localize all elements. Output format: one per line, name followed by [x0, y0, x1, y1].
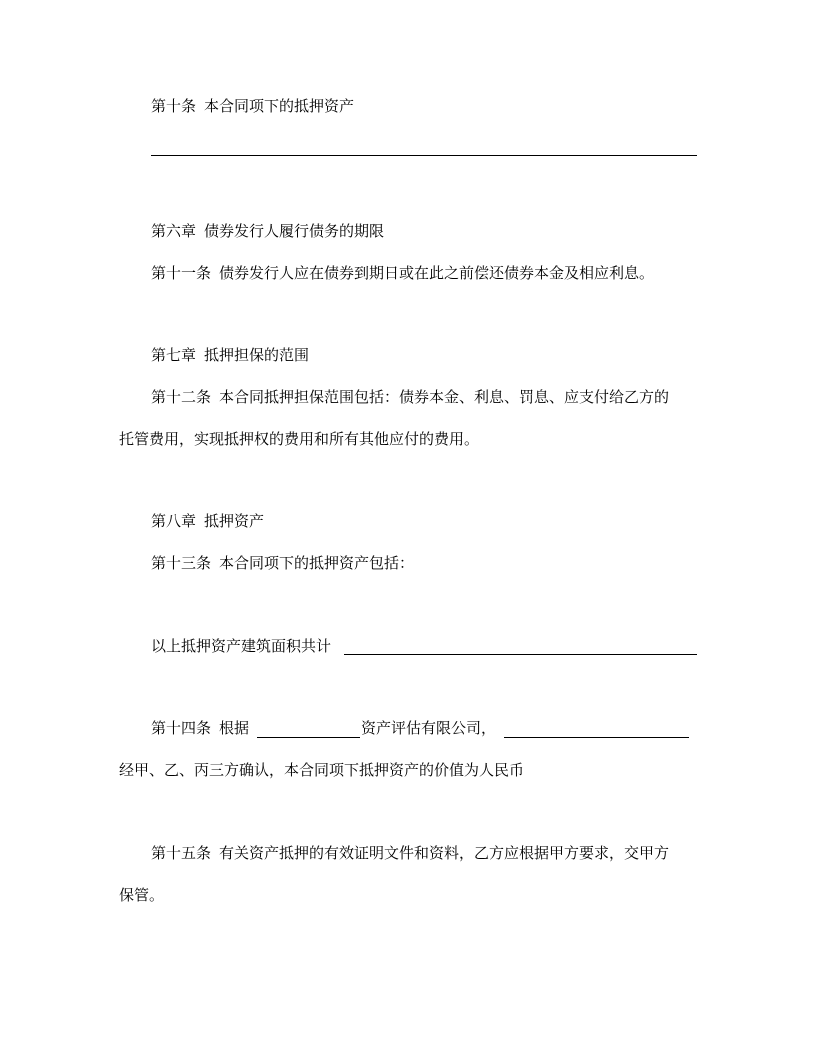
article-14-continuation [119, 761, 524, 779]
article-10-heading: 第十条 [151, 97, 197, 115]
article-15-heading: 第十五条 [151, 844, 212, 862]
article-14-text-b: 资产评估有限公司， [361, 719, 497, 737]
article-11 [151, 264, 654, 282]
article-14-company [361, 719, 496, 737]
article-15-text-line1: 有关资产抵押的有效证明文件和资料，乙方应根据甲方要求，交甲方 [219, 844, 670, 862]
chapter-7-heading: 第七章 [151, 346, 197, 364]
chapter-7-title: 抵押担保的范围 [204, 346, 310, 364]
article-12-continuation [119, 430, 479, 448]
appraisal-report-blank [504, 737, 689, 738]
article-15 [151, 844, 669, 862]
chapter-7 [151, 346, 309, 364]
chapter-8-title: 抵押资产 [204, 512, 265, 530]
article-13-text: 本合同项下的抵押资产包括： [219, 554, 415, 572]
appraiser-name-blank [257, 737, 360, 738]
article-12 [151, 388, 669, 406]
chapter-8 [151, 512, 264, 530]
article-10-blank-line [151, 155, 697, 156]
article-11-text: 债券发行人应在债券到期日或在此之前偿还债券本金及相应利息。 [219, 264, 655, 282]
article-15-continuation [119, 886, 164, 904]
article-10 [151, 97, 354, 115]
article-13-heading: 第十三条 [151, 554, 212, 572]
article-11-heading: 第十一条 [151, 264, 212, 282]
article-14-heading: 第十四条 [151, 719, 212, 737]
article-14-text-a: 根据 [219, 719, 250, 737]
total-area-blank [344, 654, 697, 655]
chapter-6 [151, 222, 384, 240]
chapter-8-heading: 第八章 [151, 512, 197, 530]
article-14-heading-row [151, 719, 249, 737]
article-12-heading: 第十二条 [151, 388, 212, 406]
article-14-text-line2: 经甲、乙、丙三方确认，本合同项下抵押资产的价值为人民币 [119, 761, 525, 779]
article-15-text-line2: 保管。 [119, 886, 165, 904]
article-12-text-line2: 托管费用，实现抵押权的费用和所有其他应付的费用。 [119, 430, 480, 448]
chapter-6-heading: 第六章 [151, 222, 197, 240]
article-12-text-line1: 本合同抵押担保范围包括：债券本金、利息、罚息、应支付给乙方的 [219, 388, 670, 406]
total-area-label [151, 637, 331, 655]
total-area-text: 以上抵押资产建筑面积共计 [151, 637, 332, 655]
article-13 [151, 554, 414, 572]
article-10-text: 本合同项下的抵押资产 [204, 97, 355, 115]
chapter-6-title: 债券发行人履行债务的期限 [204, 222, 385, 240]
